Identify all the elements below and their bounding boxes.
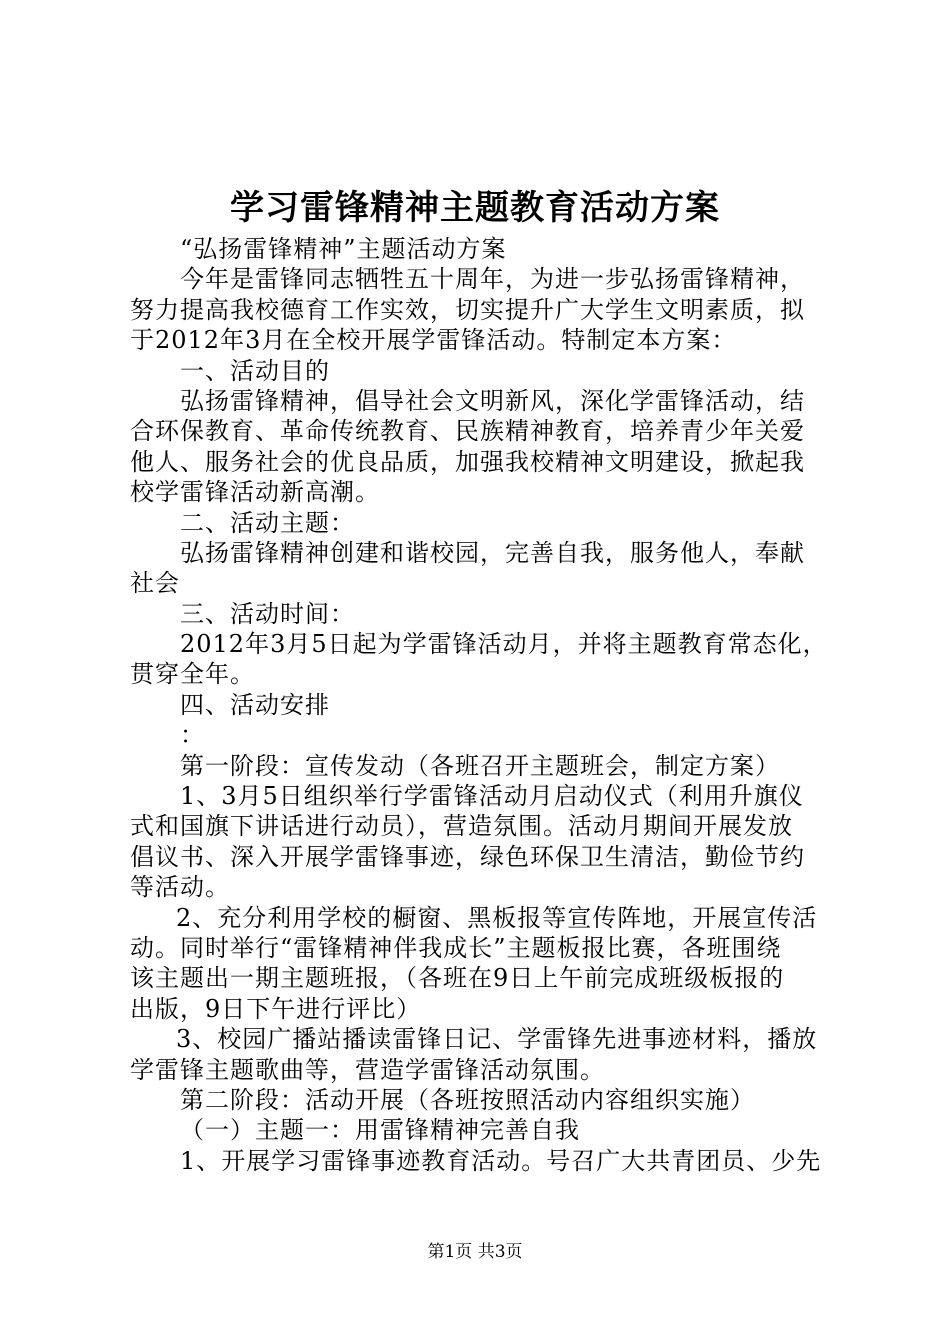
paragraph-line: 3、校园广播站播读雷锋日记、学雷锋先进事迹材料，播放	[176, 1025, 818, 1054]
document-body	[130, 234, 830, 1176]
section-heading: 一、活动目的	[180, 356, 330, 385]
phase-heading: 第一阶段：宣传发动（各班召开主题班会，制定方案）	[180, 751, 780, 780]
paragraph-line: 弘扬雷锋精神，倡导社会文明新风，深化学雷锋活动，结	[180, 386, 805, 415]
paragraph-line: 于2012年3月在全校开展学雷锋活动。特制定本方案：	[130, 326, 737, 355]
document-title: 学习雷锋精神主题教育活动方案	[230, 188, 720, 228]
paragraph-line: 倡议书、深入开展学雷锋事迹，绿色环保卫生清洁，勤俭节约	[130, 842, 805, 871]
paragraph-line: 等活动。	[130, 873, 230, 902]
section-heading: 四、活动安排	[180, 690, 330, 719]
section-heading: 二、活动主题：	[180, 508, 355, 537]
section-heading: 三、活动时间：	[180, 599, 355, 628]
paragraph-line: 贯穿全年。	[130, 660, 255, 689]
paragraph-line: 出版，9日下午进行评比）	[130, 994, 422, 1023]
subsection-heading: （一）主题一：用雷锋精神完善自我	[180, 1116, 580, 1145]
paragraph-line: 合环保教育、革命传统教育、民族精神教育，培养青少年关爱	[130, 417, 805, 446]
paragraph-line: 他人、服务社会的优良品质，加强我校精神文明建设，掀起我	[130, 447, 805, 476]
paragraph-line: 1、开展学习雷锋事迹教育活动。号召广大共青团员、少先	[180, 1146, 822, 1175]
paragraph-line: 社会	[130, 569, 180, 598]
phase-heading: 第二阶段：活动开展（各班按照活动内容组织实施）	[180, 1085, 755, 1114]
paragraph-line: 该主题出一期主题班报，（各班在9日上午前完成班级板报的	[130, 964, 785, 993]
paragraph-line: 努力提高我校德育工作实效，切实提升广大学生文明素质，拟	[130, 295, 805, 324]
paragraph-line: 1、3月5日组织举行学雷锋活动月启动仪式（利用升旗仪	[180, 782, 804, 811]
paragraph-line: 2、充分利用学校的橱窗、黑板报等宣传阵地，开展宣传活	[176, 903, 818, 932]
paragraph-line: 弘扬雷锋精神创建和谐校园，完善自我，服务他人，奉献	[180, 538, 805, 567]
paragraph-line: 2012年3月5日起为学雷锋活动月，并将主题教育常态化，	[180, 630, 828, 659]
subtitle-line: “弘扬雷锋精神”主题活动方案	[180, 235, 507, 263]
page-number-footer: 第1页 共3页	[427, 1242, 523, 1262]
paragraph-line: 学雷锋主题歌曲等，营造学雷锋活动氛围。	[130, 1055, 605, 1084]
paragraph-line: 式和国旗下讲话进行动员），营造氛围。活动月期间开展发放	[130, 812, 793, 841]
paragraph-line: ：	[180, 721, 205, 750]
paragraph-line: 今年是雷锋同志牺牲五十周年，为进一步弘扬雷锋精神，	[180, 265, 805, 294]
paragraph-line: 校学雷锋活动新高潮。	[130, 478, 380, 507]
paragraph-line: 动。同时举行“雷锋精神伴我成长”主题板报比赛，各班围绕	[130, 933, 782, 962]
